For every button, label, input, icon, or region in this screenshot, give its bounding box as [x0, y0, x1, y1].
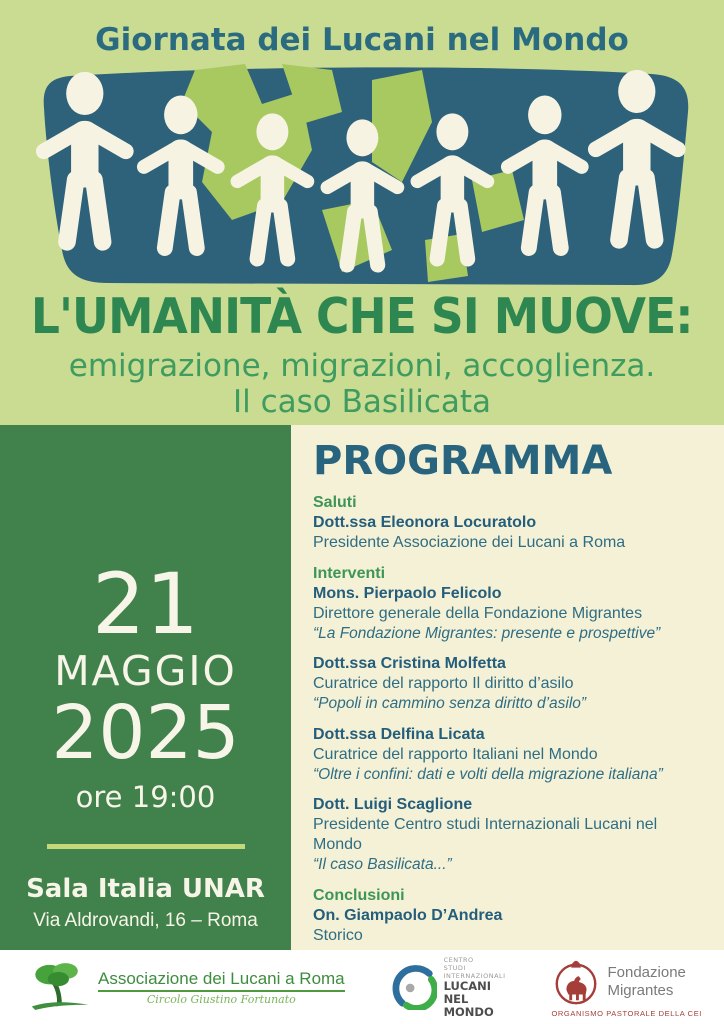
centro-studi-logo-text	[444, 956, 506, 1018]
centro-small-line3: INTERNAZIONALI	[443, 972, 506, 981]
headline: L'UMANITÀ CHE SI MUOVE:	[31, 288, 693, 345]
talk-title: “La Fondazione Migrantes: presente e prospettive”	[313, 625, 661, 642]
speaker-name: Dott. Luigi Scaglione	[313, 796, 473, 814]
tree-icon	[30, 960, 92, 1014]
migrantes-logo-text	[607, 964, 685, 999]
globe-illustration	[0, 62, 724, 290]
program-block-conclusioni	[313, 886, 707, 946]
subtitle-line2: Il caso Basilicata	[232, 383, 492, 420]
speaker-role: Curatrice del rapporto Il diritto d’asilo	[313, 675, 574, 693]
speaker-name: Dott.ssa Eleonora Locuratolo	[313, 514, 537, 531]
speaker-role: Curatrice del rapporto Italiani nel Mondo	[313, 745, 598, 763]
migrantes-row	[551, 957, 685, 1007]
program-block-interventi-1	[313, 564, 707, 643]
main-columns	[0, 425, 724, 950]
logo-fondazione-migrantes	[551, 957, 702, 1018]
subtitle-line1: emigrazione, migrazioni, accoglienza.	[68, 348, 656, 384]
centro-big-line2: NEL	[443, 991, 469, 1006]
event-venue: Sala Italia UNAR	[26, 873, 265, 904]
program-section-label: Interventi	[313, 565, 386, 582]
talk-title: “Popoli in cammino senza diritto d’asilo”	[313, 695, 587, 713]
association-logo-text	[98, 969, 345, 1006]
speaker-name: On. Giampaolo D’Andrea	[313, 906, 503, 924]
association-name: Associazione dei Lucani a Roma	[98, 969, 345, 992]
association-tagline: Circolo Giustino Fortunato	[146, 992, 296, 1006]
event-time: ore 19:00	[75, 779, 216, 814]
speaker-role: Storico	[313, 926, 363, 944]
centro-big-line1: LUCANI	[443, 979, 492, 994]
migrantes-name-line2: Migrantes	[607, 981, 674, 999]
talk-title: “Il caso Basilicata...”	[313, 856, 452, 874]
event-month: MAGGIO	[54, 646, 237, 695]
program-section-label: Conclusioni	[313, 886, 405, 904]
logo-associazione-lucani-roma	[30, 960, 345, 1014]
centro-big-line3: MONDO	[443, 1004, 494, 1019]
program-heading: PROGRAMMA	[313, 438, 613, 484]
speaker-name: Mons. Pierpaolo Felicolo	[313, 585, 502, 602]
centro-small-line1: CENTRO	[443, 955, 474, 964]
speaker-role: Direttore generale della Fondazione Migrantes	[313, 605, 643, 622]
program-block-saluti	[313, 493, 707, 553]
event-year: 2025	[51, 689, 240, 776]
headline-block	[0, 288, 724, 420]
poster-title: Giornata dei Lucani nel Mondo	[95, 22, 629, 58]
centro-small-line2: STUDI	[443, 963, 466, 972]
logo-centro-studi-lucani	[391, 956, 506, 1018]
program-section-label: Saluti	[313, 494, 357, 511]
program-block-interventi-3	[313, 725, 707, 784]
speaker-role: Presidente Associazione dei Lucani a Roma	[313, 534, 626, 551]
event-day: 21	[92, 555, 199, 653]
talk-title: “Oltre i confini: dati e volti della migrazione italiana”	[313, 765, 663, 783]
migrantes-name-line1: Fondazione	[607, 964, 686, 982]
divider	[47, 844, 245, 849]
speaker-role: Presidente Centro studi Internazionali Lucani nel Mondo	[313, 816, 658, 854]
speaker-name: Dott.ssa Cristina Molfetta	[313, 655, 506, 673]
program-block-interventi-4	[313, 795, 707, 874]
event-address: Via Aldrovandi, 16 – Roma	[33, 909, 258, 931]
migrantes-emblem-icon	[551, 957, 601, 1007]
program-panel	[291, 425, 724, 950]
circle-arcs-icon	[391, 964, 437, 1010]
program-block-interventi-2	[313, 654, 707, 713]
migrantes-tagline: ORGANISMO PASTORALE DELLA CEI	[551, 1008, 702, 1018]
logos-footer	[0, 950, 724, 1024]
speaker-name: Dott.ssa Delfina Licata	[313, 725, 485, 743]
event-details-panel	[0, 425, 291, 950]
